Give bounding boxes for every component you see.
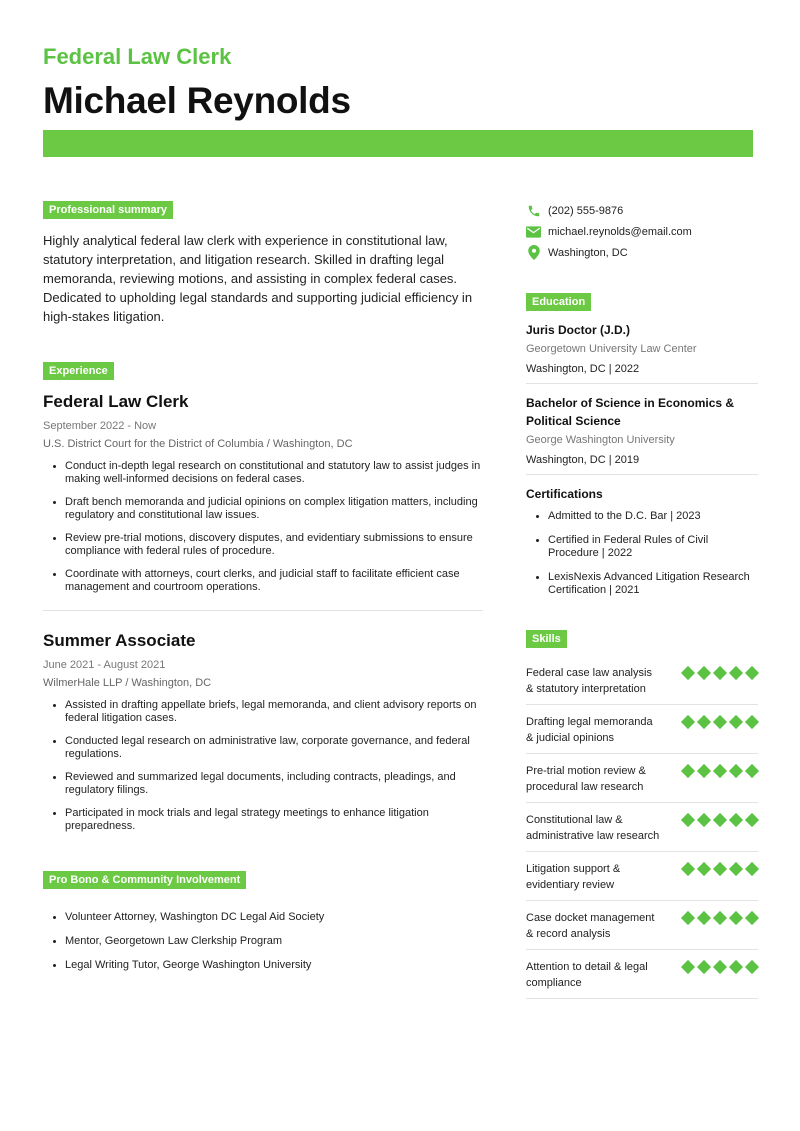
rating-diamond-icon [697,813,711,827]
rating-diamond-icon [713,960,727,974]
job-bullet: Review pre-trial motions, discovery disputes, and evidentiary submissions to ensure compliance with federal rules of procedure. [53,532,495,558]
skill-row [526,950,758,999]
envelope-icon [526,224,541,239]
job-bullet: Conduct in-depth legal research on constitutional and statutory law to assist judges in making well-informed decisions on federal cases. [53,460,495,486]
rating-diamond-icon [745,813,759,827]
rating-diamond-icon [729,960,743,974]
contact-location-row [526,242,758,263]
rating-diamond-icon [745,960,759,974]
job-bullet: Assisted in drafting appellate briefs, legal memoranda, and client advisory reports on federal litigation cases. [53,699,495,725]
list-item: Admitted to the D.C. Bar | 2023 [536,510,758,523]
skill-rating [682,715,758,729]
rating-diamond-icon [697,960,711,974]
section-divider [43,610,483,611]
rating-diamond-icon [729,764,743,778]
job-entry [43,392,498,611]
rating-diamond-icon [697,666,711,680]
pro-bono-list [43,911,498,972]
skill-row [526,803,758,852]
rating-diamond-icon [729,813,743,827]
header-job-title: Federal Law Clerk [43,44,232,69]
job-organization: U.S. District Court for the District of Columbia / Washington, DC [43,438,353,450]
summary-text: Highly analytical federal law clerk with experience in constitutional law, statutory interpretation, and litigation research. Skilled in drafting legal memoranda, reviewing motions, and assisting in complex federal cases. Dedicated to upholding legal standards and supporting judicial efficiency in high-stakes litigation. [43,233,473,324]
rating-diamond-icon [745,666,759,680]
rating-diamond-icon [681,911,695,925]
left-column [43,200,498,983]
right-column [526,200,758,999]
rating-diamond-icon [681,666,695,680]
rating-diamond-icon [697,862,711,876]
contact-location: Washington, DC [548,246,628,259]
experience-section-tag: Experience [43,362,114,380]
rating-diamond-icon [729,911,743,925]
job-bullet: Reviewed and summarized legal documents, including contracts, pleadings, and regulatory filings. [53,771,495,797]
rating-diamond-icon [729,862,743,876]
skill-row [526,852,758,901]
education-degree: Juris Doctor (J.D.) [526,323,631,337]
skill-rating [682,813,758,827]
rating-diamond-icon [713,666,727,680]
contact-email: michael.reynolds@email.com [548,225,692,238]
skill-row [526,754,758,803]
job-date: June 2021 - August 2021 [43,659,166,671]
header-name: Michael Reynolds [43,80,351,121]
contact-block [526,200,758,263]
certifications-list [526,510,758,597]
job-bullet: Conducted legal research on administrative law, corporate governance, and federal regulations. [53,735,495,761]
job-date: September 2022 - Now [43,420,157,432]
skill-name: Constitutional law & administrative law research [526,814,660,842]
skill-row [526,705,758,754]
section-divider [526,474,758,475]
job-bullet: Draft bench memoranda and judicial opinions on complex litigation matters, including regulatory and constitutional law issues. [53,496,495,522]
rating-diamond-icon [697,715,711,729]
rating-diamond-icon [681,764,695,778]
rating-diamond-icon [697,911,711,925]
skills-list [526,656,758,999]
pro-bono-section-tag: Pro Bono & Community Involvement [43,871,246,889]
rating-diamond-icon [745,862,759,876]
job-entry [43,631,498,833]
skill-rating [682,960,758,974]
rating-diamond-icon [713,862,727,876]
rating-diamond-icon [745,911,759,925]
job-bullets [43,699,498,833]
skill-name: Litigation support & evidentiary review [526,863,621,891]
rating-diamond-icon [681,960,695,974]
job-bullet: Participated in mock trials and legal strategy meetings to enhance litigation preparedness. [53,807,495,833]
list-item: LexisNexis Advanced Litigation Research Certification | 2021 [536,571,758,597]
rating-diamond-icon [745,764,759,778]
skills-section-tag: Skills [526,630,567,648]
skill-name: Attention to detail & legal compliance [526,961,648,989]
skill-row [526,656,758,705]
rating-diamond-icon [713,813,727,827]
list-item: Legal Writing Tutor, George Washington University [53,959,498,972]
rating-diamond-icon [697,764,711,778]
education-degree: Bachelor of Science in Economics & Political Science [526,396,735,428]
education-section-tag: Education [526,293,591,311]
skill-rating [682,862,758,876]
job-organization: WilmerHale LLP / Washington, DC [43,677,212,689]
summary-section-tag: Professional summary [43,201,173,219]
education-school: Georgetown University Law Center [526,343,697,355]
header-accent-bar [43,130,753,157]
certifications-heading: Certifications [526,487,603,501]
education-location: Washington, DC | 2019 [526,454,640,466]
rating-diamond-icon [681,715,695,729]
contact-email-row [526,221,758,242]
section-divider [526,383,758,384]
rating-diamond-icon [729,715,743,729]
rating-diamond-icon [713,715,727,729]
list-item: Certified in Federal Rules of Civil Procedure | 2022 [536,534,758,560]
phone-icon [526,203,541,218]
skill-rating [682,764,758,778]
list-item: Mentor, Georgetown Law Clerkship Program [53,935,498,948]
rating-diamond-icon [713,764,727,778]
skill-name: Pre-trial motion review & procedural law research [526,765,646,793]
rating-diamond-icon [745,715,759,729]
skill-rating [682,911,758,925]
map-pin-icon [526,245,541,260]
skill-name: Federal case law analysis & statutory interpretation [526,667,652,695]
rating-diamond-icon [681,813,695,827]
rating-diamond-icon [713,911,727,925]
job-title: Summer Associate [43,631,196,650]
education-location: Washington, DC | 2022 [526,363,640,375]
contact-phone-row [526,200,758,221]
education-school: George Washington University [526,434,675,446]
job-bullet: Coordinate with attorneys, court clerks, and judicial staff to facilitate efficient case management and courtroom operations. [53,568,495,594]
job-bullets [43,460,498,594]
skill-row [526,901,758,950]
job-title: Federal Law Clerk [43,392,189,411]
rating-diamond-icon [681,862,695,876]
skill-name: Case docket management & record analysis [526,912,655,940]
education-entry [526,321,758,384]
skill-name: Drafting legal memoranda & judicial opinions [526,716,653,744]
education-entry [526,394,758,475]
list-item: Volunteer Attorney, Washington DC Legal Aid Society [53,911,498,924]
rating-diamond-icon [729,666,743,680]
contact-phone: (202) 555-9876 [548,204,624,217]
skill-rating [682,666,758,680]
